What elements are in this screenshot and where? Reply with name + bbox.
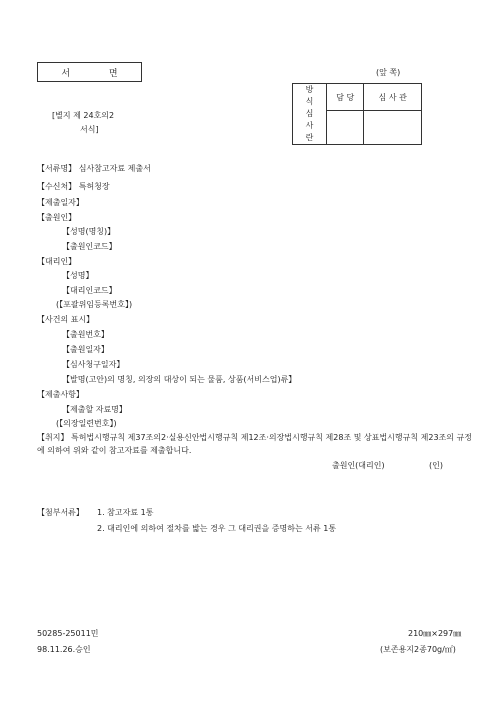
field-general-power-number: (【포괄위임등록번호】): [56, 300, 133, 309]
field-examination-request-date: 【심사청구일자】: [62, 360, 125, 369]
approval-col-staff: 담 당: [327, 84, 364, 111]
field-submission-items: 【제출사항】: [37, 390, 84, 399]
field-agent-name: 【성명】: [62, 271, 94, 280]
field-applicant-name: 【성명(명칭)】: [62, 227, 116, 236]
purpose-paragraph: 【취지】 특허법시행규칙 제37조의2·실용신안법시행규칙 제12조·의장법시행규칙 제28조 및 상표법시행규칙 제23조의 규정에 의하여 위와 같이 참고자료를 제출합니다.: [37, 433, 472, 455]
field-application-number: 【출원번호】: [62, 330, 109, 339]
field-applicant: 【출원인】: [37, 213, 77, 222]
footer-approval-date: 98.11.26.승인: [37, 645, 91, 654]
field-doc-name: 【서류명】 심사참고자료 제출서: [37, 164, 151, 173]
form-title: 서 면: [37, 62, 142, 82]
field-application-date: 【출원일자】: [62, 345, 109, 354]
attachment-item-2: 2. 대리인에 의하여 절차를 밟는 경우 그 대리권을 증명하는 서류 1통: [97, 524, 337, 533]
field-recipient: 【수신처】 특허청장: [37, 182, 110, 191]
approval-col-examiner: 심 사 관: [364, 84, 422, 111]
approval-side-label: 방 식 심 사 란: [293, 84, 327, 145]
page-side-label: (앞 쪽): [376, 68, 401, 77]
signature-seal: (인): [429, 461, 443, 470]
field-agent: 【대리인】: [37, 257, 77, 266]
field-material-name: 【제출할 자료명】: [62, 405, 127, 414]
field-invention-title: 【발명(고안)의 명칭, 의장의 대상이 되는 물품, 상품(서비스업)류】: [62, 375, 297, 384]
approval-staff-cell[interactable]: [327, 111, 364, 145]
attachments-label: 【첨부서류】: [37, 508, 84, 517]
field-agent-code: 【대리인코드】: [62, 286, 117, 295]
field-applicant-code: 【출원인코드】: [62, 242, 117, 251]
footer-paper-type: (보존용지2종70g/㎡): [380, 645, 456, 654]
signature-label: 출원인(대리인): [332, 461, 385, 470]
field-submit-date: 【제출일자】: [37, 198, 84, 207]
form-ref-line2: 서식]: [80, 125, 99, 134]
form-ref-line1: [별지 제 24호의2: [52, 111, 115, 120]
field-design-serial-number: (【의장일련번호】): [56, 419, 117, 428]
footer-form-code: 50285-25011민: [37, 629, 99, 638]
attachment-item-1: 1. 참고자료 1통: [97, 508, 154, 517]
footer-paper-size: 210㎜×297㎜: [408, 629, 462, 638]
field-case-display: 【사건의 표시】: [37, 315, 95, 324]
approval-examiner-cell[interactable]: [364, 111, 422, 145]
approval-table: [292, 83, 422, 145]
